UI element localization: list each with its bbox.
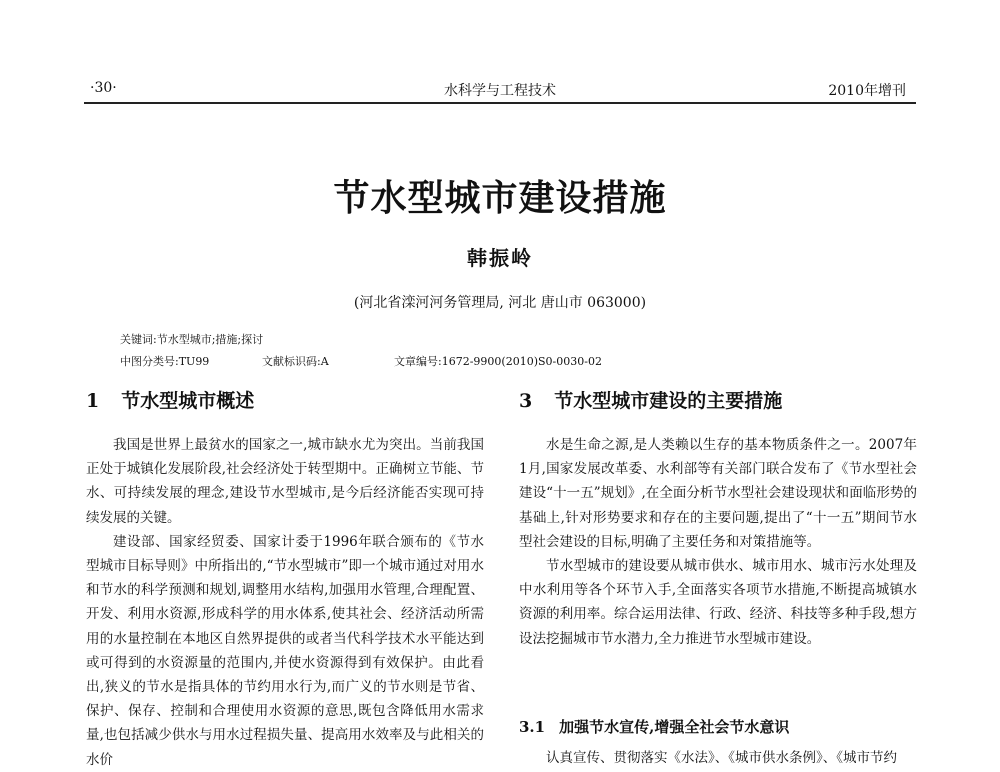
article-title: 节水型城市建设措施 bbox=[333, 177, 667, 219]
section-1-heading bbox=[86, 386, 254, 413]
document-code: 文献标识码:A bbox=[262, 355, 329, 368]
journal-name: 水科学与工程技术 bbox=[444, 83, 556, 99]
subsection-number: 3.1 bbox=[519, 718, 546, 736]
article-number: 文章编号:1672-9900(2010)S0-0030-02 bbox=[394, 355, 602, 368]
clc-number: 中图分类号:TU99 bbox=[120, 355, 210, 368]
issue-label: 2010年增刊 bbox=[828, 83, 906, 99]
subsection-title: 加强节水宣传,增强全社会节水意识 bbox=[559, 718, 790, 736]
section-1-number: 1 bbox=[86, 390, 100, 412]
author-affiliation: (河北省滦河河务管理局, 河北 唐山市 063000) bbox=[353, 295, 647, 311]
classification-line bbox=[120, 353, 680, 369]
section-3-body bbox=[519, 433, 917, 651]
keywords: 关键词:节水型城市;措施;探讨 bbox=[120, 333, 264, 346]
section-1-body bbox=[86, 433, 484, 772]
author-name: 韩振岭 bbox=[467, 246, 533, 270]
subsection-3-1-heading bbox=[519, 716, 789, 737]
paragraph: 认真宣传、贯彻落实《水法》、《城市供水条例》、《城市节约 bbox=[546, 750, 897, 766]
paragraph: 建设部、国家经贸委、国家计委于1996年联合颁布的《节水型城市目标导则》中所指出的,“节水型城市”即一个城市通过对用水和节水的科学预测和规划,调整用水结构,加强用水管理,合理配置、开发、利用水资源,形成科学的用水体系,使其社会、经济活动所需用的水量控制在本地区自然界提供的或者当代科学技术水平能达到或可得到的水资源量的范围内,并使水资源得到有效保护。由此看出,狭义的节水是指具体的节约用水行为,而广义的节水则是节省、保护、保存、控制和合理使用水资源的意思,既包含降低用水需求量,也包括减少供水与用水过程损失量、提高用水效率及与此相关的水价 bbox=[86, 533, 484, 768]
section-3-number: 3 bbox=[519, 390, 533, 412]
section-3-heading bbox=[519, 386, 782, 413]
page-number: ·30· bbox=[90, 80, 117, 96]
paragraph: 我国是世界上最贫水的国家之一,城市缺水尤为突出。当前我国正处于城镇化发展阶段,社会经济处于转型期中。正确树立节能、节水、可持续发展的理念,建设节水型城市,是今后经济能否实现可持续发展的关键。 bbox=[86, 437, 484, 526]
subsection-3-1-body bbox=[519, 746, 917, 770]
section-3-title: 节水型城市建设的主要措施 bbox=[554, 390, 783, 412]
section-1-title: 节水型城市概述 bbox=[121, 390, 255, 412]
paragraph: 水是生命之源,是人类赖以生存的基本物质条件之一。2007年1月,国家发展改革委、水利部等有关部门联合发布了《节水型社会建设“十一五”规划》,在全面分析节水型社会建设现状和面临形势的基础上,针对形势要求和存在的主要问题,提出了“十一五”期间节水型社会建设的目标,明确了主要任务和对策措施等。 bbox=[519, 437, 917, 550]
paragraph: 节水型城市的建设要从城市供水、城市用水、城市污水处理及中水利用等各个环节入手,全面落实各项节水措施,不断提高城镇水资源的利用率。综合运用法律、行政、经济、科技等多种手段,想方设法挖掘城市节水潜力,全力推进节水型城市建设。 bbox=[519, 558, 917, 647]
running-header bbox=[84, 78, 916, 104]
